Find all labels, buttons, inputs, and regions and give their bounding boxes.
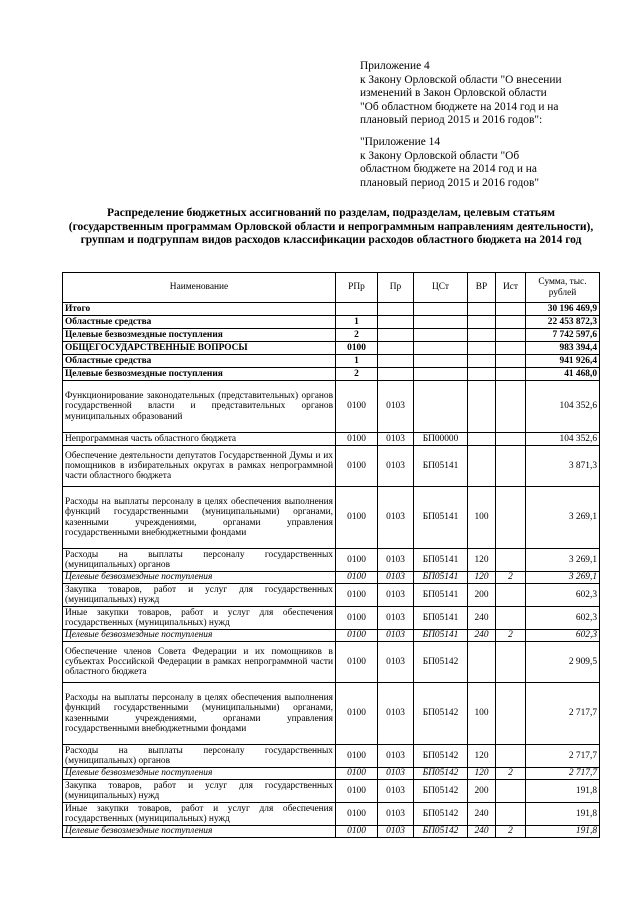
cell-name: Целевые безвозмездные поступления [63, 826, 336, 838]
cell-sum: 104 352,6 [526, 381, 600, 433]
cell-sum: 41 468,0 [526, 368, 600, 381]
table-row [63, 329, 600, 342]
col-header-cst: ЦСт [414, 273, 468, 303]
col-header-sum: Сумма, тыс. рублей [526, 273, 600, 303]
cell-vr [468, 316, 496, 329]
header-line: изменений в Закон Орловской области [360, 87, 547, 100]
cell-ist [496, 381, 526, 433]
cell-ist [496, 607, 526, 630]
cell-vr [468, 642, 496, 683]
cell-vr [468, 368, 496, 381]
cell-ist: 2 [496, 572, 526, 584]
cell-sum: 3 871,3 [526, 446, 600, 487]
header-line: "Об областном бюджете на 2014 год и на [360, 100, 559, 113]
table-row [63, 303, 600, 316]
table-row [63, 780, 600, 803]
cell-rpr: 0100 [336, 487, 378, 549]
cell-cst: БП05142 [414, 642, 468, 683]
cell-ist [496, 368, 526, 381]
cell-sum: 2 909,5 [526, 642, 600, 683]
cell-cst [414, 342, 468, 355]
cell-pr [378, 355, 414, 368]
cell-pr: 0103 [378, 433, 414, 446]
table-header-row [63, 273, 600, 303]
cell-vr: 120 [468, 745, 496, 768]
cell-name: Расходы на выплаты персоналу государственных (муниципальных) органов [63, 745, 336, 768]
cell-sum: 602,3 [526, 607, 600, 630]
cell-ist [496, 446, 526, 487]
table-row [63, 683, 600, 745]
cell-rpr: 0100 [336, 683, 378, 745]
cell-sum: 941 926,4 [526, 355, 600, 368]
cell-sum: 191,8 [526, 803, 600, 826]
table-row [63, 549, 600, 572]
table-row [63, 803, 600, 826]
cell-vr: 240 [468, 607, 496, 630]
cell-cst: БП05141 [414, 487, 468, 549]
cell-name: Закупка товаров, работ и услуг для государственных (муниципальных) нужд [63, 780, 336, 803]
table-row [63, 355, 600, 368]
cell-cst [414, 368, 468, 381]
table-row [63, 584, 600, 607]
table-row [63, 368, 600, 381]
cell-rpr: 1 [336, 355, 378, 368]
cell-ist: 2 [496, 826, 526, 838]
cell-pr [378, 368, 414, 381]
cell-name: Функционирование законодательных (представительных) органов государственной власти и представительных органов муниципальных образований [63, 381, 336, 433]
cell-cst [414, 329, 468, 342]
cell-rpr: 0100 [336, 745, 378, 768]
cell-rpr [336, 303, 378, 316]
cell-ist [496, 342, 526, 355]
cell-name: Итого [63, 303, 336, 316]
cell-cst: БП05141 [414, 584, 468, 607]
cell-ist: 2 [496, 630, 526, 642]
cell-ist [496, 642, 526, 683]
cell-name: Иные закупки товаров, работ и услуг для обеспечения государственных (муниципальных) нужд [63, 803, 336, 826]
cell-sum: 2 717,7 [526, 683, 600, 745]
cell-pr: 0103 [378, 487, 414, 549]
cell-cst: БП05141 [414, 630, 468, 642]
table-row [63, 446, 600, 487]
cell-pr [378, 303, 414, 316]
cell-rpr: 0100 [336, 342, 378, 355]
cell-vr [468, 446, 496, 487]
cell-pr [378, 316, 414, 329]
cell-sum: 602,3 [526, 584, 600, 607]
cell-vr: 200 [468, 584, 496, 607]
cell-vr [468, 303, 496, 316]
table-row [63, 381, 600, 433]
cell-ist [496, 329, 526, 342]
cell-cst [414, 316, 468, 329]
table-row [63, 630, 600, 642]
col-header-pr: Пр [378, 273, 414, 303]
col-header-ist: Ист [496, 273, 526, 303]
cell-name: Закупка товаров, работ и услуг для государственных (муниципальных) нужд [63, 584, 336, 607]
cell-sum: 191,8 [526, 780, 600, 803]
document-title: Распределение бюджетных ассигнований по разделам, подразделам, целевым статьям (государственным программам Орловской области и непрограммным направлениям деятельности), группам и подгруппам видов расходов классификации расходов областного бюджета на 2014 год [68, 207, 594, 247]
cell-ist: 2 [496, 768, 526, 780]
cell-pr: 0103 [378, 683, 414, 745]
cell-vr: 240 [468, 630, 496, 642]
cell-cst [414, 303, 468, 316]
cell-name: Целевые безвозмездные поступления [63, 630, 336, 642]
cell-pr: 0103 [378, 803, 414, 826]
cell-pr: 0103 [378, 826, 414, 838]
table-row [63, 768, 600, 780]
cell-cst: БП05142 [414, 780, 468, 803]
budget-table [62, 272, 600, 838]
table-row [63, 607, 600, 630]
table-row [63, 316, 600, 329]
cell-pr [378, 342, 414, 355]
cell-cst: БП05141 [414, 549, 468, 572]
cell-ist [496, 303, 526, 316]
cell-rpr: 0100 [336, 607, 378, 630]
table-row [63, 433, 600, 446]
cell-pr: 0103 [378, 572, 414, 584]
appendix-4-block [360, 60, 595, 128]
cell-ist [496, 780, 526, 803]
cell-sum: 2 717,7 [526, 768, 600, 780]
cell-sum: 3 269,1 [526, 549, 600, 572]
cell-name: Обеспечение членов Совета Федерации и их помощников в субъектах Российской Федерации в рамках непрограммной части областного бюджета [63, 642, 336, 683]
cell-sum: 22 453 872,3 [526, 316, 600, 329]
cell-sum: 3 269,1 [526, 572, 600, 584]
cell-vr [468, 342, 496, 355]
cell-pr [378, 329, 414, 342]
cell-vr [468, 355, 496, 368]
cell-cst: БП00000 [414, 433, 468, 446]
cell-vr [468, 329, 496, 342]
cell-vr: 100 [468, 683, 496, 745]
cell-rpr: 0100 [336, 768, 378, 780]
cell-pr: 0103 [378, 745, 414, 768]
cell-sum: 104 352,6 [526, 433, 600, 446]
cell-cst: БП05141 [414, 446, 468, 487]
cell-ist [496, 355, 526, 368]
cell-rpr: 0100 [336, 381, 378, 433]
cell-sum: 983 394,4 [526, 342, 600, 355]
cell-rpr: 0100 [336, 572, 378, 584]
cell-ist [496, 487, 526, 549]
table-row [63, 342, 600, 355]
cell-name: Областные средства [63, 355, 336, 368]
table-row [63, 572, 600, 584]
cell-rpr: 1 [336, 316, 378, 329]
header-line: Приложение 4 [360, 60, 430, 72]
cell-pr: 0103 [378, 630, 414, 642]
cell-rpr: 2 [336, 329, 378, 342]
cell-sum: 3 269,1 [526, 487, 600, 549]
cell-pr: 0103 [378, 584, 414, 607]
cell-vr: 120 [468, 768, 496, 780]
cell-pr: 0103 [378, 607, 414, 630]
table-row [63, 826, 600, 838]
cell-name: Областные средства [63, 316, 336, 329]
table-row [63, 642, 600, 683]
table-row [63, 487, 600, 549]
cell-rpr: 0100 [336, 826, 378, 838]
cell-rpr: 0100 [336, 433, 378, 446]
cell-rpr: 0100 [336, 803, 378, 826]
cell-ist [496, 433, 526, 446]
cell-rpr: 0100 [336, 630, 378, 642]
cell-ist [496, 803, 526, 826]
header-line: к Закону Орловской области "О внесении [360, 73, 562, 86]
appendix-header [360, 60, 595, 190]
cell-rpr: 0100 [336, 584, 378, 607]
cell-pr: 0103 [378, 381, 414, 433]
cell-cst [414, 381, 468, 433]
cell-vr: 200 [468, 780, 496, 803]
cell-cst [414, 355, 468, 368]
cell-name: ОБЩЕГОСУДАРСТВЕННЫЕ ВОПРОСЫ [63, 342, 336, 355]
cell-cst: БП05141 [414, 607, 468, 630]
cell-cst: БП05142 [414, 745, 468, 768]
cell-vr [468, 381, 496, 433]
cell-name: Обеспечение деятельности депутатов Государственной Думы и их помощников в избирательных округах в рамках непрограммной части областного бюджета [63, 446, 336, 487]
cell-rpr: 0100 [336, 549, 378, 572]
cell-pr: 0103 [378, 780, 414, 803]
appendix-14-block [360, 136, 595, 190]
cell-name: Расходы на выплаты персоналу государственных (муниципальных) органов [63, 549, 336, 572]
cell-name: Целевые безвозмездные поступления [63, 329, 336, 342]
header-line: к Закону Орловской области "Об [360, 149, 520, 162]
cell-rpr: 0100 [336, 780, 378, 803]
table-row [63, 745, 600, 768]
cell-name: Расходы на выплаты персоналу в целях обеспечения выполнения функций государственными (муниципальными) органами, казенными учреждениями, органами управления государственными внебюджетными фондами [63, 683, 336, 745]
cell-sum: 30 196 469,9 [526, 303, 600, 316]
cell-ist [496, 549, 526, 572]
table-body [63, 303, 600, 838]
cell-ist [496, 683, 526, 745]
cell-vr: 100 [468, 487, 496, 549]
cell-vr [468, 433, 496, 446]
cell-ist [496, 316, 526, 329]
col-header-name: Наименование [63, 273, 336, 303]
header-line: плановый период 2015 и 2016 годов": [360, 114, 543, 127]
cell-rpr: 0100 [336, 642, 378, 683]
cell-vr: 240 [468, 826, 496, 838]
cell-sum: 602,3 [526, 630, 600, 642]
cell-vr: 240 [468, 803, 496, 826]
cell-pr: 0103 [378, 549, 414, 572]
cell-sum: 7 742 597,6 [526, 329, 600, 342]
cell-vr: 120 [468, 572, 496, 584]
cell-ist [496, 745, 526, 768]
cell-name: Иные закупки товаров, работ и услуг для обеспечения государственных (муниципальных) нужд [63, 607, 336, 630]
cell-name: Непрограммная часть областного бюджета [63, 433, 336, 446]
cell-name: Расходы на выплаты персоналу в целях обеспечения выполнения функций государственными (муниципальными) органами, казенными учреждениями, органами управления государственными внебюджетными фондами [63, 487, 336, 549]
col-header-rpr: РПр [336, 273, 378, 303]
cell-sum: 191,8 [526, 826, 600, 838]
cell-pr: 0103 [378, 642, 414, 683]
cell-ist [496, 584, 526, 607]
cell-rpr: 0100 [336, 446, 378, 487]
cell-cst: БП05142 [414, 768, 468, 780]
cell-cst: БП05142 [414, 803, 468, 826]
cell-cst: БП05142 [414, 683, 468, 745]
cell-pr: 0103 [378, 768, 414, 780]
cell-name: Целевые безвозмездные поступления [63, 368, 336, 381]
cell-cst: БП05141 [414, 572, 468, 584]
cell-pr: 0103 [378, 446, 414, 487]
cell-rpr: 2 [336, 368, 378, 381]
cell-name: Целевые безвозмездные поступления [63, 572, 336, 584]
col-header-vr: ВР [468, 273, 496, 303]
cell-sum: 2 717,7 [526, 745, 600, 768]
header-line: областном бюджете на 2014 год и на [360, 163, 537, 176]
cell-cst: БП05142 [414, 826, 468, 838]
header-line: "Приложение 14 [360, 135, 441, 148]
cell-vr: 120 [468, 549, 496, 572]
header-line: плановый период 2015 и 2016 годов" [360, 176, 540, 189]
cell-name: Целевые безвозмездные поступления [63, 768, 336, 780]
